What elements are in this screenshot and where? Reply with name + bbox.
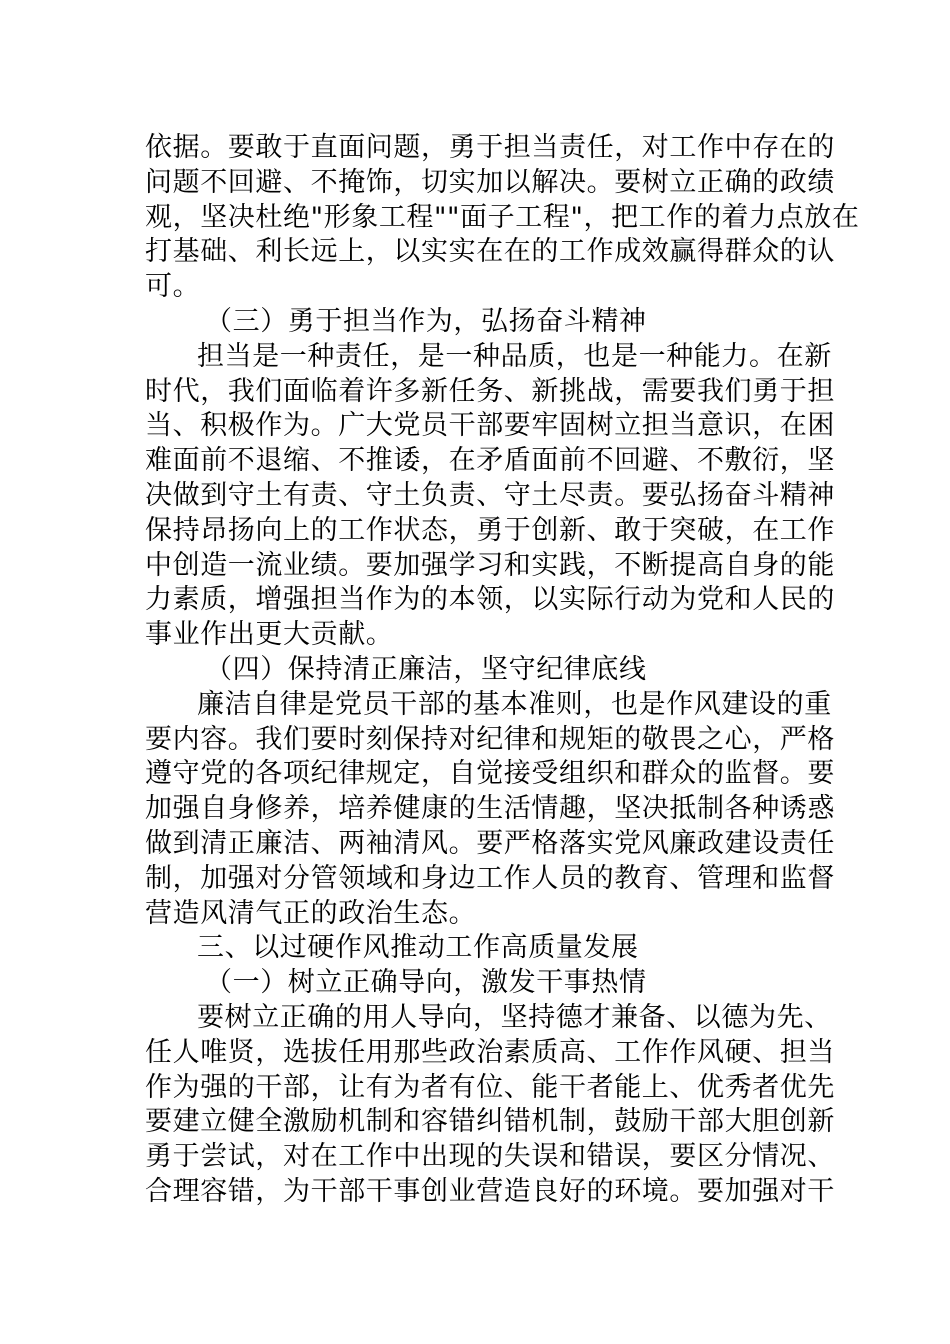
paragraph xyxy=(145,340,835,653)
text-line: 事业作出更大贡献。 xyxy=(145,619,394,651)
text-line: 作为强的干部，让有为者有位、能干者能上、优秀者优先 xyxy=(145,1071,835,1103)
text-line: 时代，我们面临着许多新任务、新挑战，需要我们勇于担 xyxy=(145,375,835,407)
subsection-heading: （一）树立正确导向，激发干事热情 xyxy=(205,967,647,999)
text-line: 加强自身修养，培养健康的生活情趣，坚决抵制各种诱惑 xyxy=(145,793,835,825)
text-line: 依据。要敢于直面问题，勇于担当责任，对工作中存在的 xyxy=(145,132,835,163)
text-line: 做到清正廉洁、两袖清风。要严格落实党风廉政建设责任 xyxy=(145,827,835,859)
text-line: 保持昂扬向上的工作状态，勇于创新、敢于突破，在工作 xyxy=(145,514,835,546)
text-line: 可。 xyxy=(145,271,201,303)
subsection-heading: （三）勇于担当作为，弘扬奋斗精神 xyxy=(205,305,647,337)
text-line: 要内容。我们要时刻保持对纪律和规矩的敬畏之心，严格 xyxy=(145,723,835,755)
text-line: 担当是一种责任，是一种品质，也是一种能力。在新 xyxy=(197,340,832,372)
text-line: 难面前不退缩、不推诿，在矛盾面前不回避、不敷衍，坚 xyxy=(145,445,835,477)
text-line: 力素质，增强担当作为的本领，以实际行动为党和人民的 xyxy=(145,584,835,616)
text-line: 决做到守土有责、守土负责、守土尽责。要弘扬奋斗精神 xyxy=(145,479,835,511)
text-line: 中创造一流业绩。要加强学习和实践，不断提高自身的能 xyxy=(145,549,835,581)
paragraph xyxy=(145,131,860,305)
text-line: 廉洁自律是党员干部的基本准则，也是作风建设的重 xyxy=(197,688,832,720)
document-body xyxy=(145,131,860,1210)
text-line: 任人唯贤，选拔任用那些政治素质高、工作作风硬、担当 xyxy=(145,1036,835,1068)
text-line: 问题不回避、不掩饰，切实加以解决。要树立正确的政绩 xyxy=(145,166,835,198)
paragraph xyxy=(145,1001,835,1210)
subsection-heading: （四）保持清正廉洁，坚守纪律底线 xyxy=(205,653,647,685)
paragraph xyxy=(145,688,835,932)
text-line: 打基础、利长远上，以实实在在的工作成效赢得群众的认 xyxy=(145,236,835,268)
text-line: 勇于尝试，对在工作中出现的失误和错误，要区分情况、 xyxy=(145,1141,835,1173)
text-line: 要树立正确的用人导向，坚持德才兼备、以德为先、 xyxy=(197,1001,832,1033)
text-line: 营造风清气正的政治生态。 xyxy=(145,897,477,929)
text-line: 当、积极作为。广大党员干部要牢固树立担当意识，在困 xyxy=(145,410,835,442)
section-heading: 三、以过硬作风推动工作高质量发展 xyxy=(197,932,639,964)
text-line: 观，坚决杜绝"形象工程""面子工程"，把工作的着力点放在 xyxy=(145,201,860,233)
text-line: 制，加强对分管领域和身边工作人员的教育、管理和监督 xyxy=(145,862,835,894)
text-line: 要建立健全激励机制和容错纠错机制，鼓励干部大胆创新 xyxy=(145,1106,835,1138)
text-line: 合理容错，为干部干事创业营造良好的环境。要加强对干 xyxy=(145,1175,835,1207)
text-line: 遵守党的各项纪律规定，自觉接受组织和群众的监督。要 xyxy=(145,758,835,790)
